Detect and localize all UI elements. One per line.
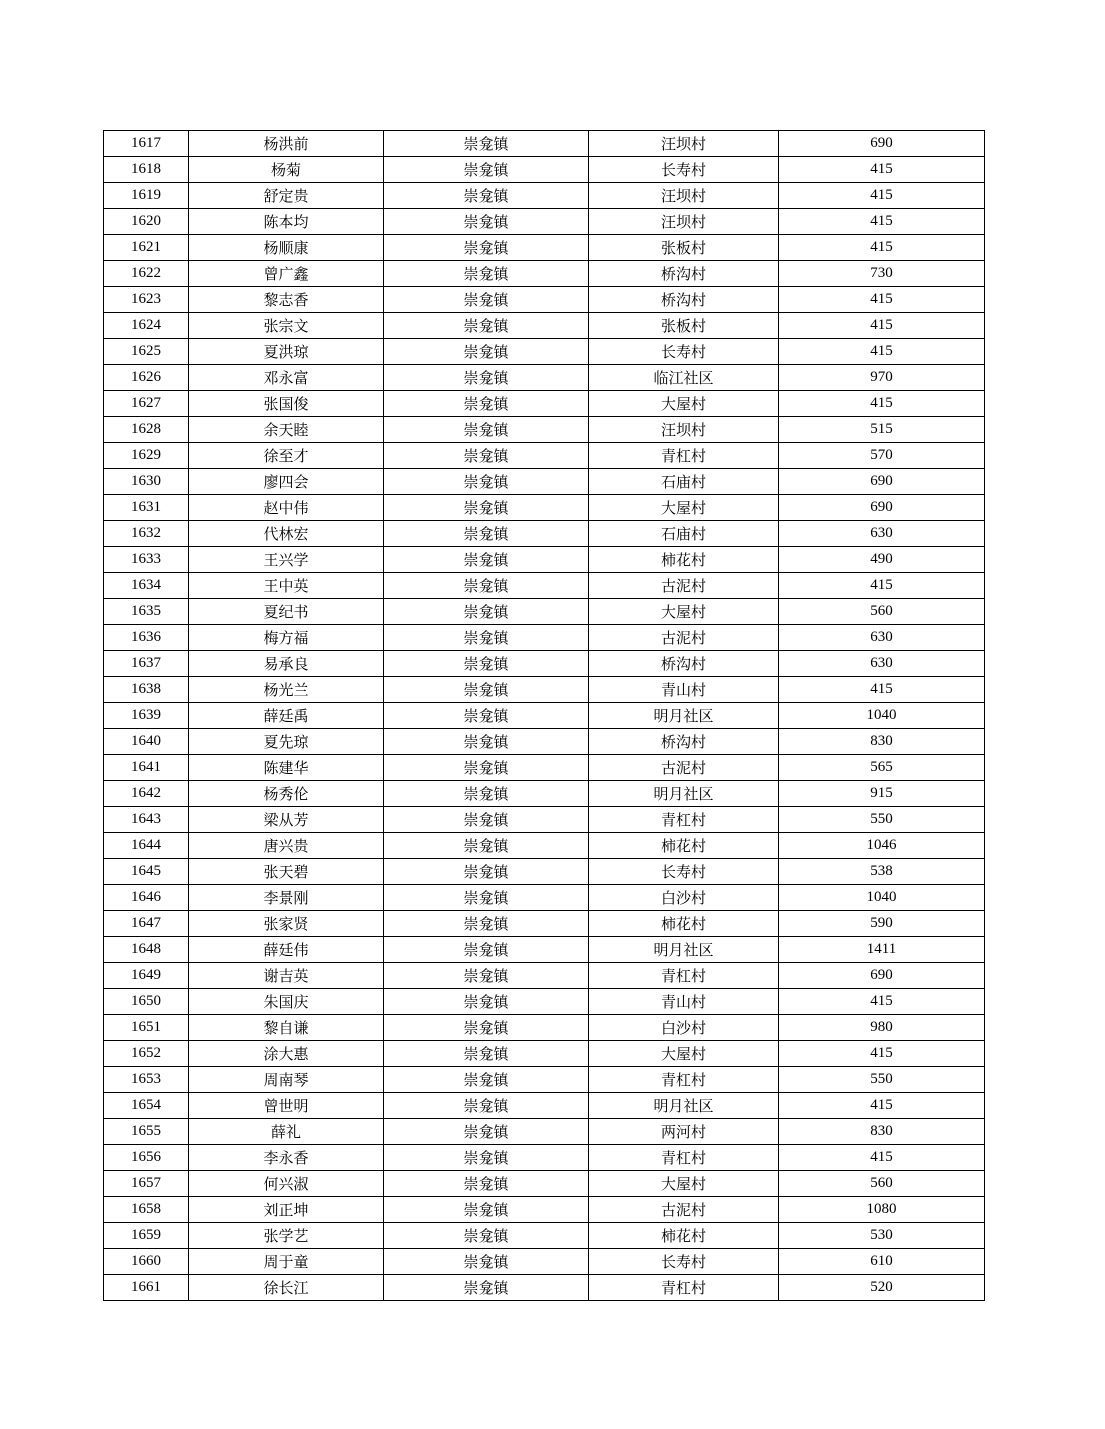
cell-id: 1656 (104, 1145, 189, 1171)
cell-name: 曾广鑫 (189, 261, 384, 287)
cell-village: 大屋村 (589, 495, 779, 521)
cell-village: 张板村 (589, 313, 779, 339)
table-row (104, 807, 985, 833)
cell-town: 崇龛镇 (384, 1119, 589, 1145)
table-row (104, 339, 985, 365)
cell-name: 代林宏 (189, 521, 384, 547)
cell-name: 杨菊 (189, 157, 384, 183)
table-row (104, 989, 985, 1015)
cell-amount: 415 (779, 573, 985, 599)
table-row (104, 1119, 985, 1145)
cell-village: 汪坝村 (589, 183, 779, 209)
cell-name: 黎自谦 (189, 1015, 384, 1041)
table-row (104, 911, 985, 937)
cell-amount: 415 (779, 183, 985, 209)
cell-amount: 560 (779, 599, 985, 625)
table-row (104, 937, 985, 963)
cell-town: 崇龛镇 (384, 443, 589, 469)
cell-amount: 830 (779, 729, 985, 755)
cell-name: 王兴学 (189, 547, 384, 573)
cell-id: 1654 (104, 1093, 189, 1119)
cell-town: 崇龛镇 (384, 833, 589, 859)
cell-name: 夏洪琼 (189, 339, 384, 365)
cell-amount: 550 (779, 1067, 985, 1093)
cell-village: 长寿村 (589, 339, 779, 365)
table-row (104, 261, 985, 287)
cell-name: 梁从芳 (189, 807, 384, 833)
table-row (104, 573, 985, 599)
table-row (104, 365, 985, 391)
table-row (104, 703, 985, 729)
cell-id: 1641 (104, 755, 189, 781)
cell-amount: 630 (779, 521, 985, 547)
cell-name: 杨顺康 (189, 235, 384, 261)
cell-town: 崇龛镇 (384, 781, 589, 807)
cell-id: 1652 (104, 1041, 189, 1067)
cell-town: 崇龛镇 (384, 937, 589, 963)
cell-village: 白沙村 (589, 885, 779, 911)
cell-town: 崇龛镇 (384, 157, 589, 183)
cell-id: 1624 (104, 313, 189, 339)
table-row (104, 833, 985, 859)
cell-amount: 690 (779, 469, 985, 495)
roster-table-body (104, 131, 985, 1301)
cell-amount: 630 (779, 651, 985, 677)
table-row (104, 443, 985, 469)
cell-name: 涂大惠 (189, 1041, 384, 1067)
cell-village: 长寿村 (589, 1249, 779, 1275)
cell-name: 李景刚 (189, 885, 384, 911)
cell-id: 1623 (104, 287, 189, 313)
cell-amount: 415 (779, 1041, 985, 1067)
cell-name: 张家贤 (189, 911, 384, 937)
cell-name: 杨洪前 (189, 131, 384, 157)
cell-id: 1632 (104, 521, 189, 547)
cell-town: 崇龛镇 (384, 599, 589, 625)
cell-name: 徐至才 (189, 443, 384, 469)
cell-village: 青杠村 (589, 1275, 779, 1301)
cell-town: 崇龛镇 (384, 755, 589, 781)
cell-name: 薛廷伟 (189, 937, 384, 963)
cell-id: 1621 (104, 235, 189, 261)
cell-amount: 538 (779, 859, 985, 885)
cell-village: 柿花村 (589, 833, 779, 859)
cell-town: 崇龛镇 (384, 1145, 589, 1171)
cell-town: 崇龛镇 (384, 729, 589, 755)
cell-village: 白沙村 (589, 1015, 779, 1041)
cell-amount: 415 (779, 677, 985, 703)
cell-village: 两河村 (589, 1119, 779, 1145)
cell-town: 崇龛镇 (384, 885, 589, 911)
cell-name: 谢吉英 (189, 963, 384, 989)
cell-id: 1633 (104, 547, 189, 573)
table-row (104, 521, 985, 547)
cell-amount: 915 (779, 781, 985, 807)
cell-id: 1645 (104, 859, 189, 885)
cell-id: 1638 (104, 677, 189, 703)
cell-town: 崇龛镇 (384, 131, 589, 157)
cell-town: 崇龛镇 (384, 1067, 589, 1093)
cell-town: 崇龛镇 (384, 677, 589, 703)
cell-id: 1642 (104, 781, 189, 807)
cell-amount: 1046 (779, 833, 985, 859)
table-row (104, 651, 985, 677)
table-row (104, 599, 985, 625)
cell-id: 1647 (104, 911, 189, 937)
cell-amount: 530 (779, 1223, 985, 1249)
cell-town: 崇龛镇 (384, 547, 589, 573)
cell-id: 1627 (104, 391, 189, 417)
cell-village: 石庙村 (589, 521, 779, 547)
cell-name: 周南琴 (189, 1067, 384, 1093)
cell-village: 长寿村 (589, 859, 779, 885)
cell-town: 崇龛镇 (384, 235, 589, 261)
cell-name: 邓永富 (189, 365, 384, 391)
cell-amount: 415 (779, 339, 985, 365)
cell-name: 何兴淑 (189, 1171, 384, 1197)
cell-town: 崇龛镇 (384, 1275, 589, 1301)
cell-name: 刘正坤 (189, 1197, 384, 1223)
cell-id: 1658 (104, 1197, 189, 1223)
cell-village: 明月社区 (589, 703, 779, 729)
cell-town: 崇龛镇 (384, 1197, 589, 1223)
cell-amount: 690 (779, 131, 985, 157)
cell-amount: 690 (779, 963, 985, 989)
cell-village: 明月社区 (589, 1093, 779, 1119)
cell-town: 崇龛镇 (384, 365, 589, 391)
cell-town: 崇龛镇 (384, 651, 589, 677)
table-row (104, 1249, 985, 1275)
cell-name: 夏纪书 (189, 599, 384, 625)
cell-id: 1620 (104, 209, 189, 235)
cell-name: 曾世明 (189, 1093, 384, 1119)
cell-id: 1622 (104, 261, 189, 287)
cell-village: 大屋村 (589, 599, 779, 625)
cell-village: 柿花村 (589, 1223, 779, 1249)
table-row (104, 417, 985, 443)
cell-amount: 415 (779, 235, 985, 261)
cell-town: 崇龛镇 (384, 963, 589, 989)
cell-amount: 630 (779, 625, 985, 651)
cell-amount: 590 (779, 911, 985, 937)
table-row (104, 183, 985, 209)
cell-amount: 610 (779, 1249, 985, 1275)
cell-village: 汪坝村 (589, 209, 779, 235)
table-row (104, 729, 985, 755)
cell-amount: 515 (779, 417, 985, 443)
cell-village: 明月社区 (589, 781, 779, 807)
cell-name: 张国俊 (189, 391, 384, 417)
table-row (104, 287, 985, 313)
cell-amount: 1080 (779, 1197, 985, 1223)
cell-village: 汪坝村 (589, 417, 779, 443)
table-row (104, 547, 985, 573)
cell-town: 崇龛镇 (384, 261, 589, 287)
cell-id: 1639 (104, 703, 189, 729)
table-row (104, 677, 985, 703)
cell-amount: 520 (779, 1275, 985, 1301)
cell-amount: 415 (779, 209, 985, 235)
table-row (104, 391, 985, 417)
cell-amount: 415 (779, 1145, 985, 1171)
cell-name: 夏先琼 (189, 729, 384, 755)
cell-town: 崇龛镇 (384, 391, 589, 417)
cell-town: 崇龛镇 (384, 1041, 589, 1067)
cell-id: 1659 (104, 1223, 189, 1249)
cell-town: 崇龛镇 (384, 521, 589, 547)
cell-name: 杨光兰 (189, 677, 384, 703)
cell-village: 明月社区 (589, 937, 779, 963)
cell-id: 1636 (104, 625, 189, 651)
cell-id: 1657 (104, 1171, 189, 1197)
cell-id: 1630 (104, 469, 189, 495)
cell-village: 汪坝村 (589, 131, 779, 157)
cell-village: 青山村 (589, 677, 779, 703)
cell-amount: 415 (779, 989, 985, 1015)
cell-amount: 415 (779, 391, 985, 417)
cell-village: 桥沟村 (589, 261, 779, 287)
table-row (104, 963, 985, 989)
cell-village: 青杠村 (589, 1067, 779, 1093)
cell-id: 1635 (104, 599, 189, 625)
cell-town: 崇龛镇 (384, 703, 589, 729)
cell-town: 崇龛镇 (384, 989, 589, 1015)
cell-id: 1617 (104, 131, 189, 157)
cell-village: 青山村 (589, 989, 779, 1015)
cell-name: 梅方福 (189, 625, 384, 651)
cell-name: 周于童 (189, 1249, 384, 1275)
cell-village: 柿花村 (589, 911, 779, 937)
table-row (104, 209, 985, 235)
cell-name: 易承良 (189, 651, 384, 677)
cell-amount: 565 (779, 755, 985, 781)
cell-town: 崇龛镇 (384, 287, 589, 313)
table-row (104, 157, 985, 183)
cell-name: 徐长江 (189, 1275, 384, 1301)
cell-id: 1655 (104, 1119, 189, 1145)
cell-village: 古泥村 (589, 755, 779, 781)
cell-town: 崇龛镇 (384, 573, 589, 599)
cell-amount: 690 (779, 495, 985, 521)
cell-town: 崇龛镇 (384, 807, 589, 833)
table-row (104, 1171, 985, 1197)
cell-name: 廖四会 (189, 469, 384, 495)
cell-town: 崇龛镇 (384, 183, 589, 209)
cell-name: 张学艺 (189, 1223, 384, 1249)
cell-amount: 415 (779, 287, 985, 313)
cell-village: 张板村 (589, 235, 779, 261)
cell-name: 薛礼 (189, 1119, 384, 1145)
cell-village: 青杠村 (589, 963, 779, 989)
cell-amount: 550 (779, 807, 985, 833)
cell-village: 古泥村 (589, 1197, 779, 1223)
table-row (104, 1197, 985, 1223)
table-row (104, 1015, 985, 1041)
table-row (104, 1067, 985, 1093)
cell-town: 崇龛镇 (384, 1093, 589, 1119)
cell-name: 朱国庆 (189, 989, 384, 1015)
cell-name: 薛廷禹 (189, 703, 384, 729)
cell-town: 崇龛镇 (384, 1171, 589, 1197)
table-row (104, 755, 985, 781)
cell-id: 1625 (104, 339, 189, 365)
cell-id: 1628 (104, 417, 189, 443)
cell-amount: 415 (779, 1093, 985, 1119)
cell-town: 崇龛镇 (384, 859, 589, 885)
table-row (104, 1275, 985, 1301)
cell-amount: 830 (779, 1119, 985, 1145)
cell-village: 长寿村 (589, 157, 779, 183)
table-row (104, 781, 985, 807)
cell-village: 桥沟村 (589, 729, 779, 755)
cell-id: 1637 (104, 651, 189, 677)
cell-village: 石庙村 (589, 469, 779, 495)
cell-amount: 415 (779, 157, 985, 183)
cell-name: 黎志香 (189, 287, 384, 313)
cell-id: 1631 (104, 495, 189, 521)
cell-amount: 415 (779, 313, 985, 339)
cell-amount: 980 (779, 1015, 985, 1041)
cell-id: 1618 (104, 157, 189, 183)
cell-village: 古泥村 (589, 573, 779, 599)
cell-village: 大屋村 (589, 1041, 779, 1067)
table-row (104, 1223, 985, 1249)
table-row (104, 469, 985, 495)
cell-village: 临江社区 (589, 365, 779, 391)
table-row (104, 235, 985, 261)
cell-id: 1640 (104, 729, 189, 755)
cell-town: 崇龛镇 (384, 417, 589, 443)
cell-name: 余天睦 (189, 417, 384, 443)
table-row (104, 313, 985, 339)
table-row (104, 885, 985, 911)
cell-village: 青杠村 (589, 807, 779, 833)
cell-id: 1629 (104, 443, 189, 469)
cell-town: 崇龛镇 (384, 209, 589, 235)
cell-id: 1646 (104, 885, 189, 911)
table-row (104, 625, 985, 651)
cell-id: 1649 (104, 963, 189, 989)
cell-id: 1648 (104, 937, 189, 963)
cell-town: 崇龛镇 (384, 1223, 589, 1249)
cell-name: 张宗文 (189, 313, 384, 339)
cell-village: 桥沟村 (589, 287, 779, 313)
cell-amount: 970 (779, 365, 985, 391)
table-row (104, 1041, 985, 1067)
cell-name: 舒定贵 (189, 183, 384, 209)
cell-town: 崇龛镇 (384, 625, 589, 651)
cell-amount: 730 (779, 261, 985, 287)
cell-id: 1661 (104, 1275, 189, 1301)
table-row (104, 1093, 985, 1119)
cell-amount: 1040 (779, 885, 985, 911)
cell-name: 王中英 (189, 573, 384, 599)
cell-name: 赵中伟 (189, 495, 384, 521)
cell-name: 张天碧 (189, 859, 384, 885)
cell-id: 1619 (104, 183, 189, 209)
cell-name: 陈本均 (189, 209, 384, 235)
cell-name: 李永香 (189, 1145, 384, 1171)
cell-town: 崇龛镇 (384, 1249, 589, 1275)
cell-name: 杨秀伦 (189, 781, 384, 807)
cell-amount: 1040 (779, 703, 985, 729)
cell-amount: 490 (779, 547, 985, 573)
cell-amount: 1411 (779, 937, 985, 963)
cell-town: 崇龛镇 (384, 1015, 589, 1041)
cell-village: 青杠村 (589, 1145, 779, 1171)
table-row (104, 1145, 985, 1171)
cell-id: 1644 (104, 833, 189, 859)
cell-name: 唐兴贵 (189, 833, 384, 859)
table-row (104, 495, 985, 521)
cell-id: 1643 (104, 807, 189, 833)
cell-village: 青杠村 (589, 443, 779, 469)
cell-town: 崇龛镇 (384, 313, 589, 339)
cell-town: 崇龛镇 (384, 339, 589, 365)
cell-id: 1634 (104, 573, 189, 599)
table-row (104, 859, 985, 885)
cell-town: 崇龛镇 (384, 495, 589, 521)
cell-id: 1653 (104, 1067, 189, 1093)
cell-id: 1626 (104, 365, 189, 391)
cell-village: 大屋村 (589, 391, 779, 417)
cell-village: 桥沟村 (589, 651, 779, 677)
cell-amount: 560 (779, 1171, 985, 1197)
cell-town: 崇龛镇 (384, 911, 589, 937)
cell-village: 柿花村 (589, 547, 779, 573)
roster-table (103, 130, 985, 1301)
cell-id: 1660 (104, 1249, 189, 1275)
cell-town: 崇龛镇 (384, 469, 589, 495)
table-row (104, 131, 985, 157)
cell-village: 大屋村 (589, 1171, 779, 1197)
cell-village: 古泥村 (589, 625, 779, 651)
cell-id: 1650 (104, 989, 189, 1015)
cell-name: 陈建华 (189, 755, 384, 781)
cell-id: 1651 (104, 1015, 189, 1041)
cell-amount: 570 (779, 443, 985, 469)
